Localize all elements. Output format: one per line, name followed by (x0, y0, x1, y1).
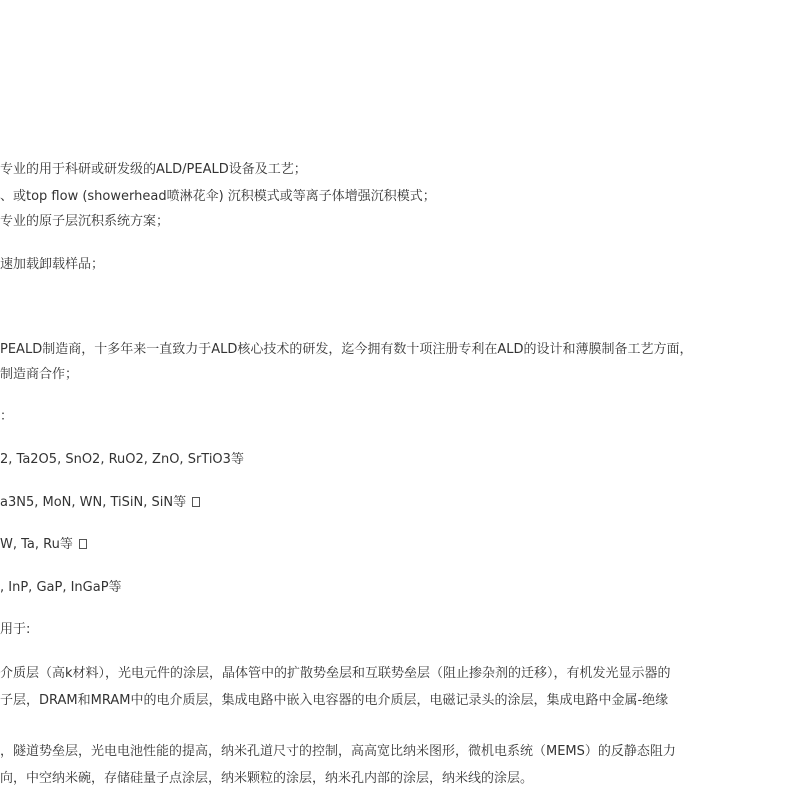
text-line-11: , InP, GaP, InGaP等 (0, 580, 122, 595)
placeholder-box-icon (192, 497, 200, 507)
text-line-7: ： (0, 409, 14, 424)
text-line-8: 2, Ta2O5, SnO2, RuO2, ZnO, SrTiO3等 (0, 452, 244, 467)
text-line-16: 向，中空纳米碗，存储硅量子点涂层，纳米颗粒的涂层，纳米孔内部的涂层，纳米线的涂层。 (0, 771, 534, 786)
text-line-4: 速加载卸载样品； (0, 257, 105, 272)
placeholder-box-icon (79, 539, 87, 549)
text-line-13: 介质层（高k材料），光电元件的涂层，晶体管中的扩散势垒层和互联势垒层（阻止掺杂剂的迁移），有机发光显示器的 (0, 666, 671, 681)
text-line-12: 用于: (0, 622, 31, 637)
text-line-6: 制造商合作； (0, 367, 79, 382)
text-line-5: PEALD制造商，十多年来一直致力于ALD核心技术的研发，迄今拥有数十项注册专利在ALD的设计和薄膜制备工艺方面， (0, 342, 693, 357)
text-line-9-wrap (0, 494, 200, 512)
text-line-1: 专业的用于科研或研发级的ALD/PEALD设备及工艺； (0, 162, 307, 177)
text-line-10-wrap (0, 536, 87, 554)
text-line-9: a3N5, MoN, WN, TiSiN, SiN等 (0, 495, 187, 510)
text-line-2: 、或top flow (showerhead喷淋花伞) 沉积模式或等离子体增强沉积模式； (0, 189, 436, 204)
text-line-3: 专业的原子层沉积系统方案； (0, 214, 170, 229)
text-line-14: 子层，DRAM和MRAM中的电介质层，集成电路中嵌入电容器的电介质层，电磁记录头的涂层，集成电路中金属-绝缘 (0, 693, 669, 708)
text-line-10: W, Ta, Ru等 (0, 537, 73, 552)
text-line-15: ，隧道势垒层，光电电池性能的提高，纳米孔道尺寸的控制，高高宽比纳米图形，微机电系统（MEMS）的反静态阻力 (0, 744, 676, 759)
